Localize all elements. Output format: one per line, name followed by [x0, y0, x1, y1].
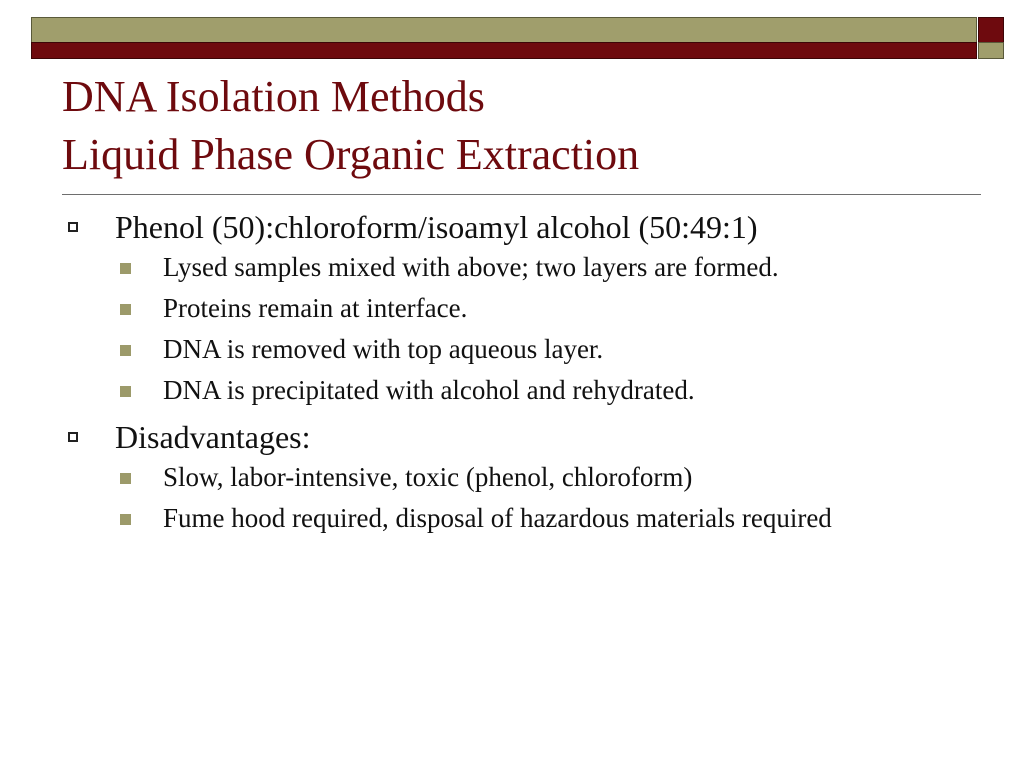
sub-bullet-2-2 — [62, 503, 923, 534]
sub-bullet-1-1 — [62, 252, 923, 283]
sub-bullet-text: Lysed samples mixed with above; two layers are formed. — [163, 252, 779, 282]
header-square-olive — [978, 42, 1004, 59]
square-bullet-icon — [120, 263, 131, 274]
bullet-2-text: Disadvantages: — [115, 419, 311, 455]
sub-bullet-1-3 — [62, 334, 923, 365]
bullet-1 — [62, 206, 962, 248]
sub-bullet-1-2 — [62, 293, 923, 324]
bullet-1-text: Phenol (50):chloroform/isoamyl alcohol (50:49:1) — [115, 209, 758, 245]
slide-body — [62, 206, 962, 544]
header-band-olive — [31, 17, 977, 43]
title-divider — [62, 194, 981, 195]
square-bullet-icon — [120, 386, 131, 397]
bullet-2 — [62, 416, 962, 458]
sub-bullet-text: Slow, labor-intensive, toxic (phenol, chloroform) — [163, 462, 693, 492]
sub-bullet-text: Fume hood required, disposal of hazardous materials required — [163, 503, 832, 533]
title-line-2: Liquid Phase Organic Extraction — [62, 130, 640, 179]
bullet-1-sublist — [62, 252, 962, 406]
hollow-square-bullet-icon — [68, 432, 78, 442]
bullet-2-sublist — [62, 462, 962, 534]
square-bullet-icon — [120, 473, 131, 484]
square-bullet-icon — [120, 514, 131, 525]
square-bullet-icon — [120, 345, 131, 356]
sub-bullet-1-4 — [62, 375, 923, 406]
square-bullet-icon — [120, 304, 131, 315]
slide-title — [62, 68, 962, 184]
sub-bullet-text: DNA is precipitated with alcohol and rehydrated. — [163, 375, 695, 405]
hollow-square-bullet-icon — [68, 222, 78, 232]
sub-bullet-text: DNA is removed with top aqueous layer. — [163, 334, 604, 364]
sub-bullet-2-1 — [62, 462, 923, 493]
sub-bullet-text: Proteins remain at interface. — [163, 293, 468, 323]
title-line-1: DNA Isolation Methods — [62, 72, 485, 121]
header-band-maroon — [31, 42, 977, 59]
header-square-maroon — [978, 17, 1004, 43]
